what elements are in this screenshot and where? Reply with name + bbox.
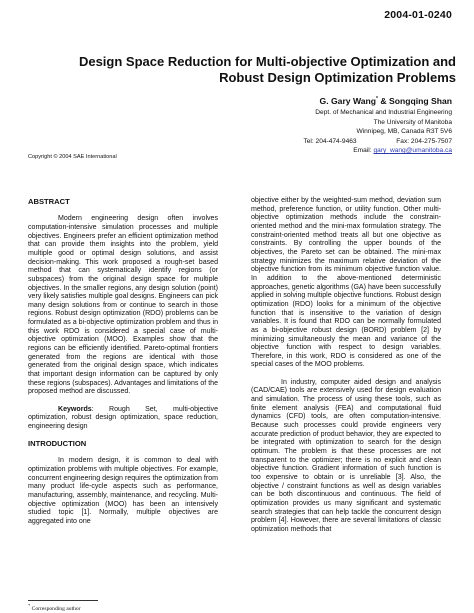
affiliation-block: [152, 108, 452, 156]
corresponding-mark: *: [376, 96, 378, 103]
author-line: [320, 96, 452, 106]
footnote-divider: [28, 600, 98, 601]
title-line-2: Robust Design Optimization Problems: [219, 70, 456, 85]
affiliation-email-row: [152, 146, 452, 156]
abstract-heading: ABSTRACT: [28, 197, 70, 206]
left-column: [28, 198, 218, 535]
paper-id: 2004-01-0240: [384, 9, 452, 21]
keywords-paragraph: [28, 406, 218, 432]
affiliation-university: The University of Manitoba: [373, 118, 452, 126]
abstract-body: Modern engineering design often involves computation-intensive simulation processes and multiple objectives. Engineers prefer an efficient optimization method that can provide them insights into the problem, yield multiple good or optimal design solutions, and assist decision-making. This work proposed a rough-set based method that can systematically identify regions (or subspaces) from the original design space for multiple objectives. In the smaller regions, any design solution (point) very likely satisfies multiple goal designs. Engineers can pick many design solutions from or continue to search in those regions. Robust design optimization (RDO) problems can be formulated as a bi-objective optimization problem and thus in this work RDO is considered a special case of multi-objective optimization (MOO). Examples show that the regions can be efficiently identified. Pareto-optimal frontiers generated from the regions are identical with those generated from the original design space, which indicates that important design information can be captured by only these regions (subspaces). Advantages and limitations of the proposed method are discussed.: [28, 215, 218, 396]
introduction-paragraph-2: In industry, computer aided design and analysis (CAD/CAE) tools are extensively used for design evaluation and simulation. The process of using these tools, such as finite element analysis (FEA) and computational fluid dynamics (CFD) tools, are often computation-intensive. Because such processes could provide engineers very accurate prediction of product behavior, they are expected to be integrated with optimization to search for the design optimum. The problem is that these processes are not transparent to the optimizer; there is no explicit and clean objective function. Gradient information of such function is too expensive to obtain or is unreliable [3]. Also, the objective / constraint functions as well as design variables can be both discontinuous and continuous. The field of optimization provides us many significant and systematic search strategies that can help tackle the concurrent design problem [4]. However, there are several limitations of classic optimization methods that: [251, 378, 441, 533]
email-label: Email:: [353, 147, 372, 155]
email-link[interactable]: gary_wang@umanitoba.ca: [373, 147, 452, 155]
affiliation-phone-row: [152, 137, 452, 147]
copyright-notice: Copyright © 2004 SAE International: [28, 154, 117, 160]
affiliation-dept: Dept. of Mechanical and Industrial Engineering: [315, 109, 452, 116]
introduction-paragraph-1-continued: objective either by the weighted-sum method, deviation sum method, preference function, or utility function. Other multi-objective optimization methods include the constrain-oriented method and the mini-max formulation strategy. The constraint-oriented method treats all but one objective as constraints. By controlling the upper bounds of the objectives, the Pareto set can be obtained. The mini-max strategy minimizes the maximum relative deviation of the objective function from its minimum objective function value. In addition to the above-mentioned deterministic approaches, genetic algorithms (GA) have been successfully applied in solving multiple objective functions. Robust design optimization (RDO) looks for a minimum of the objective function that is insensitive to the variation of design variables. It is found that RDO can be normally formulated as a bi-objective robust design (BORD) problem [2] by minimizing simultaneously the mean and variance of the objective function with respect to design variables. Therefore, in this work, RDO is considered as one of the special cases of the MOO problems.: [251, 197, 441, 369]
author-primary: G. Gary Wang: [319, 96, 377, 106]
introduction-heading: INTRODUCTION: [28, 439, 87, 449]
introduction-paragraph-1: In modern design, it is common to deal with optimization problems with multiple objectives. For example, concurrent engineering design requires the optimization from many product life-cycle aspects such as performance, manufacturing, assembly, maintenance, and recycling. Multi-objective optimization (MOO) has been an intensively studied topic [1]. Normally, multiple objectives are aggregated into one: [28, 457, 218, 526]
affiliation-tel: Tel: 204-474-9463: [303, 137, 357, 145]
footnote: [28, 603, 81, 612]
footnote-mark: *: [28, 603, 31, 608]
right-column: [251, 197, 441, 543]
title-line-1: Design Space Reduction for Multi-objective Optimization and: [78, 54, 456, 69]
author-secondary: & Songqing Shan: [378, 96, 452, 106]
affiliation-fax: Fax: 204-275-7507: [396, 137, 452, 145]
keywords-text: : Rough Set, multi-objective optimization, robust design optimization, space reduction, engineering design: [28, 405, 218, 430]
footnote-text: Corresponding author: [31, 605, 81, 612]
affiliation-city: Winnipeg, MB, Canada R3T 5V6: [356, 128, 452, 136]
keywords-label: Keywords: [58, 405, 92, 413]
paper-title: [18, 54, 456, 86]
